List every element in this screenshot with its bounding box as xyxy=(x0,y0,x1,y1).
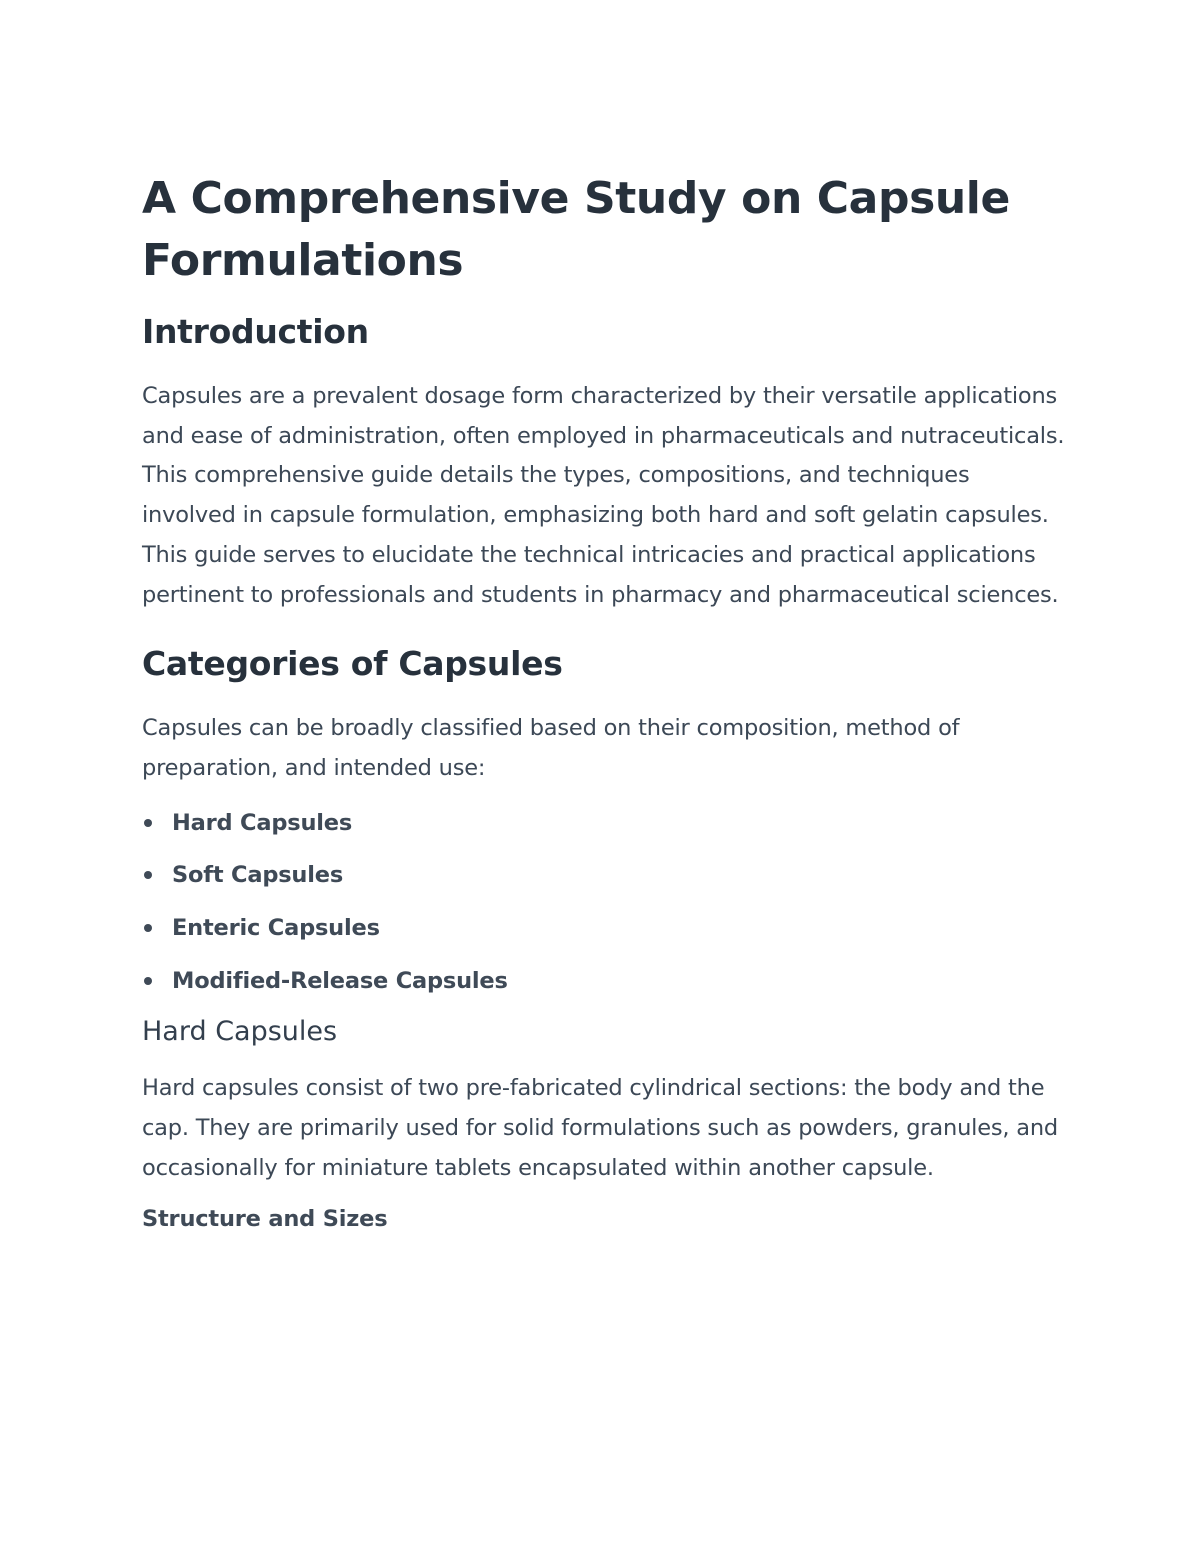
hard-capsules-paragraph: Hard capsules consist of two pre-fabricated cylindrical sections: the body and the cap. They are primarily used for solid formulations such as powders, granules, and occasionally for miniature tablets encapsulated within another capsule. xyxy=(142,1075,1058,1181)
categories-list xyxy=(142,797,1067,1008)
bullet-icon xyxy=(144,924,152,932)
list-item xyxy=(142,902,1067,955)
structure-and-sizes-heading: Structure and Sizes xyxy=(142,1205,388,1232)
bullet-icon xyxy=(144,977,152,985)
list-item xyxy=(142,955,1067,1008)
list-item-label: Soft Capsules xyxy=(172,862,344,889)
list-item xyxy=(142,797,1067,850)
bullet-icon xyxy=(144,871,152,879)
bullet-icon xyxy=(144,819,152,827)
introduction-heading: Introduction xyxy=(142,312,369,351)
categories-paragraph: Capsules can be broadly classified based on their composition, method of preparation, and intended use: xyxy=(142,715,960,781)
list-item-label: Modified-Release Capsules xyxy=(172,967,508,994)
categories-heading: Categories of Capsules xyxy=(142,644,563,684)
document-page xyxy=(142,168,1067,1235)
list-item-label: Hard Capsules xyxy=(172,809,353,836)
list-item-label: Enteric Capsules xyxy=(172,915,380,942)
document-title: A Comprehensive Study on Capsule Formulations xyxy=(142,173,1010,286)
list-item xyxy=(142,849,1067,902)
introduction-paragraph: Capsules are a prevalent dosage form characterized by their versatile applications and ease of administration, often employed in pharmaceuticals and nutraceuticals. This comprehensive guide details the types, compositions, and techniques involved in capsule formulation, emphasizing both hard and soft gelatin capsules. This guide serves to elucidate the technical intricacies and practical applications pertinent to professionals and students in pharmacy and pharmaceutical sciences. xyxy=(142,383,1065,608)
hard-capsules-heading: Hard Capsules xyxy=(142,1016,338,1048)
